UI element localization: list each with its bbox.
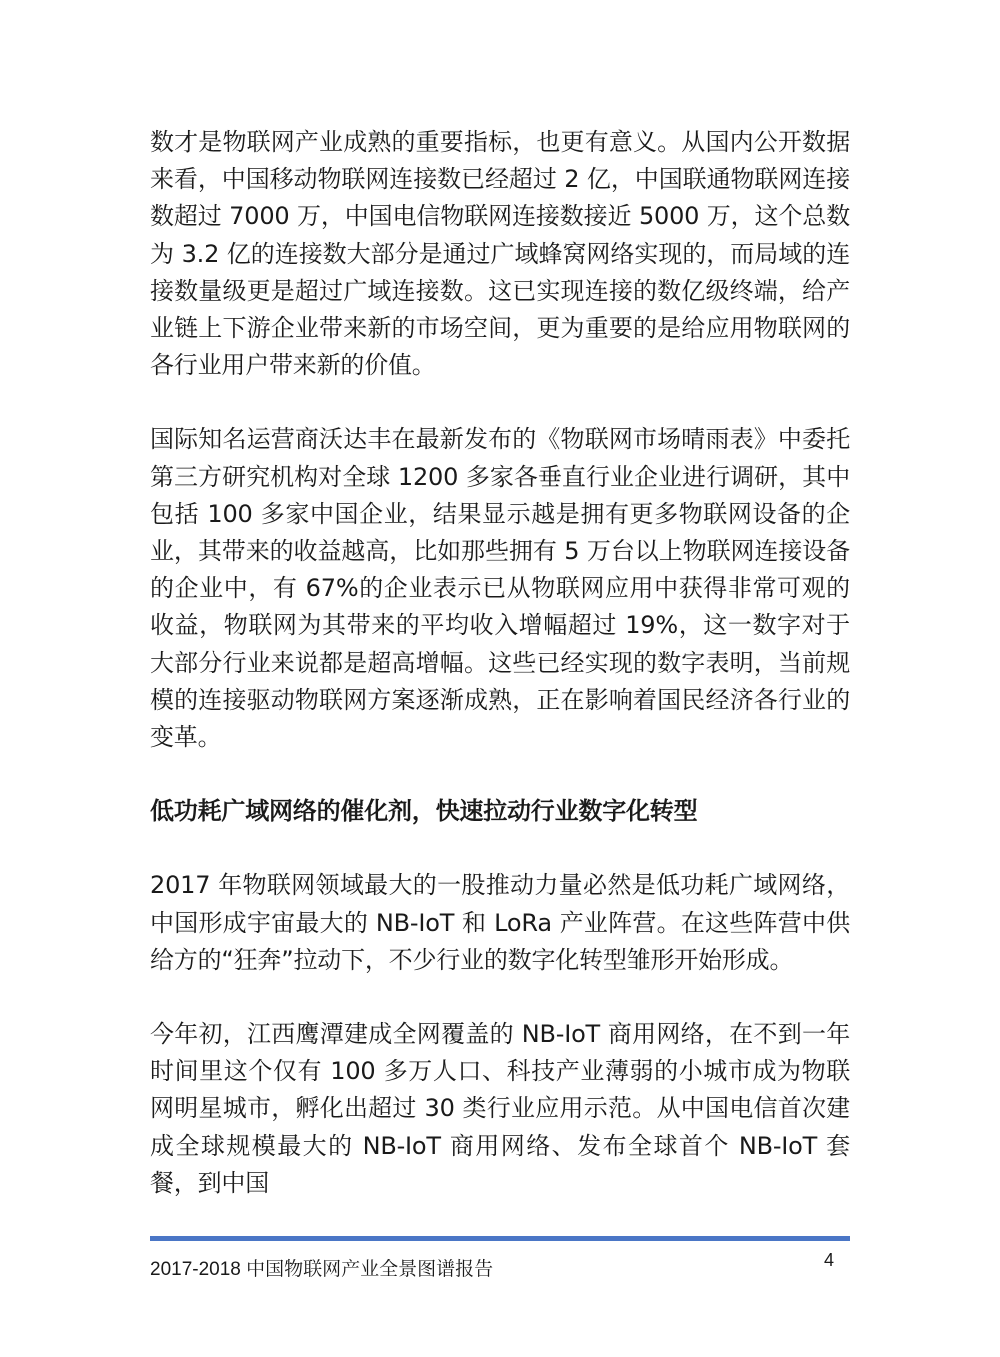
footer-report-title: 2017-2018 中国物联网产业全景图谱报告 [150, 1259, 494, 1280]
footer-divider [150, 1236, 850, 1241]
paragraph-connections: 数才是物联网产业成熟的重要指标，也更有意义。从国内公开数据来看，中国移动物联网连接数已经超过 2 亿，中国联通物联网连接数超过 7000 万，中国电信物联网连接数接近 5000 万，这个总数为 3.2 亿的连接数大部分是通过广域蜂窝网络实现的，而局域的连接数量级更是超过广域连接数。这已实现连接的数亿级终端，给产业链上下游企业带来新的市场空间，更为重要的是给应用物联网的各行业用户带来新的价值。 [150, 128, 850, 380]
paragraph-vodafone-survey: 国际知名运营商沃达丰在最新发布的《物联网市场晴雨表》中委托第三方研究机构对全球 1200 多家各垂直行业企业进行调研，其中包括 100 多家中国企业，结果显示越是拥有更多物联网设备的企业，其带来的收益越高，比如那些拥有 5 万台以上物联网连接设备的企业中，有 67%的企业表示已从物联网应用中获得非常可观的收益，物联网为其带来的平均收入增幅超过 19%，这一数字对于大部分行业来说都是超高增幅。这些已经实现的数字表明，当前规模的连接驱动物联网方案逐渐成熟，正在影响着国民经济各行业的变革。 [150, 425, 850, 752]
section-heading: 低功耗广域网络的催化剂，快速拉动行业数字化转型 [150, 797, 698, 826]
paragraph-lpwan: 2017 年物联网领域最大的一股推动力量必然是低功耗广域网络，中国形成宇宙最大的 NB-IoT 和 LoRa 产业阵营。在这些阵营中供给方的“狂奔”拉动下，不少行业的数字化转型雏形开始形成。 [150, 871, 850, 974]
paragraph-yingtan: 今年初，江西鹰潭建成全网覆盖的 NB-IoT 商用网络，在不到一年时间里这个仅有 100 多万人口、科技产业薄弱的小城市成为物联网明星城市，孵化出超过 30 类行业应用示范。从中国电信首次建成全球规模最大的 NB-IoT 商用网络、发布全球首个 NB-IoT 套餐，到中国 [150, 1020, 850, 1197]
page-number: 4 [824, 1250, 835, 1270]
document-body [150, 124, 850, 1202]
